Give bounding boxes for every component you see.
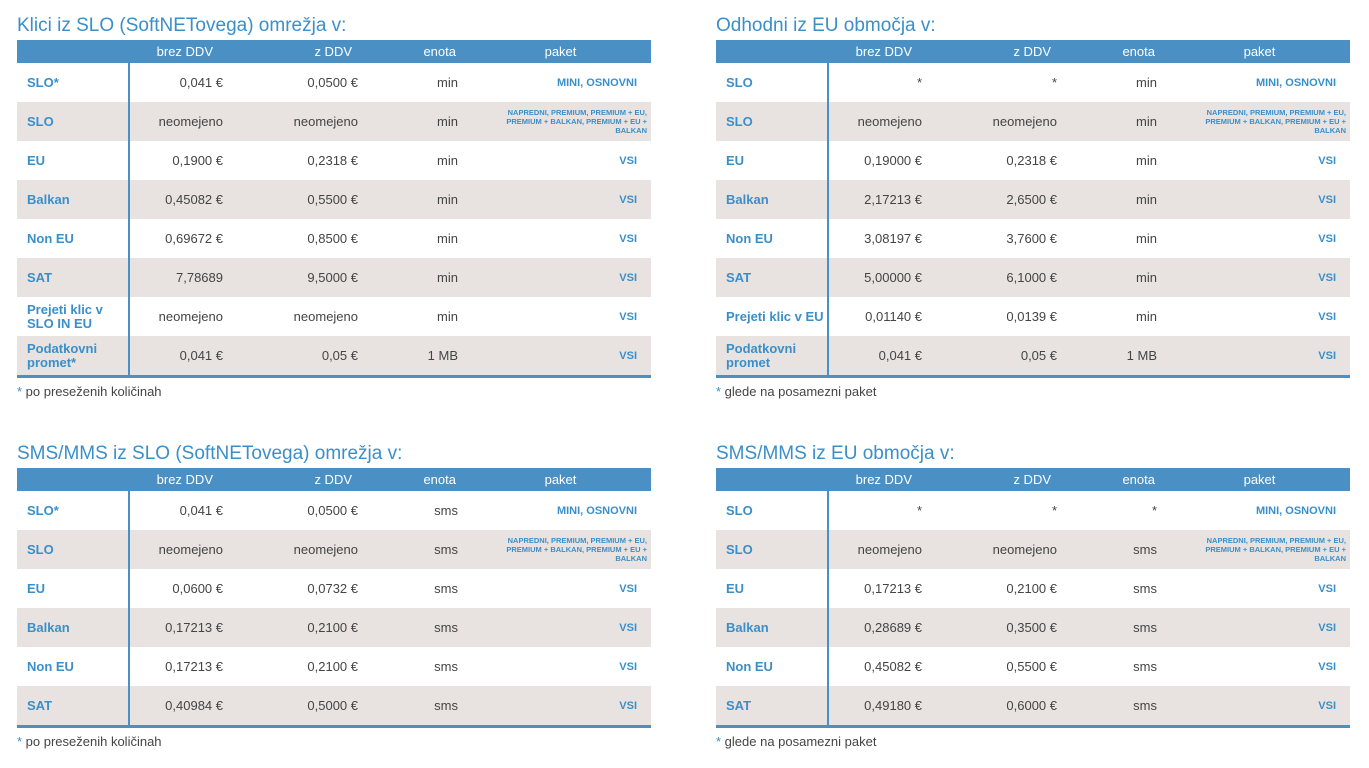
row-label: SAT <box>716 686 828 725</box>
price-brez-ddv: * <box>916 75 922 90</box>
header-label <box>17 40 129 63</box>
price-z-ddv: 0,5500 € <box>1006 659 1057 674</box>
row-label: EU <box>17 569 129 608</box>
price-brez-ddv: neomejeno <box>129 530 227 569</box>
footnote <box>17 384 651 399</box>
price-z-ddv: neomejeno <box>926 102 1065 141</box>
row-label: Balkan <box>17 180 129 219</box>
table-row <box>17 180 651 219</box>
price-brez-ddv: 0,041 € <box>179 503 223 518</box>
table-row <box>716 102 1350 141</box>
package: VSI <box>470 608 651 647</box>
unit: * <box>1151 503 1157 518</box>
table-header-row <box>716 40 1350 63</box>
panel-sms-from-eu <box>716 440 1350 749</box>
table-row <box>716 647 1350 686</box>
price-z-ddv: * <box>1051 503 1057 518</box>
price-brez-ddv: 0,49180 € <box>828 686 926 725</box>
price-z-ddv: 0,3500 € <box>926 608 1065 647</box>
table-row <box>716 180 1350 219</box>
header-z-ddv: z DDV <box>926 40 1065 63</box>
price-brez-ddv: 0,1900 € <box>172 153 223 168</box>
price-brez-ddv: 0,0600 € <box>172 581 223 596</box>
price-brez-ddv: 0,19000 € <box>864 153 922 168</box>
header-paket: paket <box>470 40 651 63</box>
package: VSI <box>470 258 651 297</box>
unit: min <box>1136 231 1157 246</box>
package: VSI <box>1318 154 1336 167</box>
table-row <box>17 530 651 569</box>
table-row <box>17 141 651 180</box>
row-label: Balkan <box>716 608 828 647</box>
price-brez-ddv: neomejeno <box>129 102 227 141</box>
table-bottom-rule <box>716 375 1350 378</box>
panel-sms-from-slo <box>17 440 651 749</box>
price-z-ddv: 0,0732 € <box>307 581 358 596</box>
footnote <box>716 734 1350 749</box>
price-z-ddv: 0,6000 € <box>926 686 1065 725</box>
unit: min <box>437 75 458 90</box>
header-enota: enota <box>1065 468 1169 491</box>
package: VSI <box>470 180 651 219</box>
unit: min <box>1136 75 1157 90</box>
price-z-ddv: neomejeno <box>926 530 1065 569</box>
row-label: SLO* <box>17 63 129 102</box>
row-label: Podatkovni promet <box>716 336 828 375</box>
footnote-text: po preseženih količinah <box>22 384 162 399</box>
footnote-text: po preseženih količinah <box>22 734 162 749</box>
row-label: SAT <box>716 258 828 297</box>
header-enota: enota <box>366 468 470 491</box>
price-z-ddv: 3,7600 € <box>1006 231 1057 246</box>
unit: min <box>1065 180 1169 219</box>
package: MINI, OSNOVNI <box>1255 504 1336 517</box>
row-label: Non EU <box>716 647 828 686</box>
package: VSI <box>1169 336 1350 375</box>
unit: 1 MB <box>1065 336 1169 375</box>
price-z-ddv: 0,0500 € <box>307 75 358 90</box>
table-bottom-rule <box>17 725 651 728</box>
table-row <box>17 336 651 375</box>
price-z-ddv: 0,2100 € <box>227 608 366 647</box>
footnote-star: * <box>17 384 23 399</box>
header-enota: enota <box>1065 40 1169 63</box>
table-row <box>17 608 651 647</box>
table-row <box>716 63 1350 102</box>
header-z-ddv: z DDV <box>227 40 366 63</box>
panel-title: SMS/MMS iz SLO (SoftNETovega) omrežja v: <box>17 443 403 464</box>
row-label: SLO <box>716 63 828 102</box>
price-brez-ddv: 0,041 € <box>828 336 926 375</box>
table-row <box>17 63 651 102</box>
price-z-ddv: neomejeno <box>293 309 358 324</box>
unit: min <box>366 258 470 297</box>
table-row <box>716 530 1350 569</box>
package: MINI, OSNOVNI <box>556 76 637 89</box>
row-label: SLO <box>716 530 828 569</box>
unit: sms <box>434 659 458 674</box>
panel-title: Klici iz SLO (SoftNETovega) omrežja v: <box>17 15 347 36</box>
unit: sms <box>1065 686 1169 725</box>
price-brez-ddv: 7,78689 <box>129 258 227 297</box>
row-label: Non EU <box>17 219 129 258</box>
table-row <box>716 608 1350 647</box>
unit: min <box>437 153 458 168</box>
price-brez-ddv: 0,40984 € <box>129 686 227 725</box>
price-z-ddv: neomejeno <box>227 530 366 569</box>
package: VSI <box>619 232 637 245</box>
row-label: Non EU <box>17 647 129 686</box>
table-header-row <box>17 468 651 491</box>
price-z-ddv: 0,2318 € <box>307 153 358 168</box>
package: VSI <box>470 336 651 375</box>
price-z-ddv: * <box>1051 75 1057 90</box>
package: VSI <box>1169 686 1350 725</box>
price-brez-ddv: neomejeno <box>828 102 926 141</box>
row-label: SLO <box>17 530 129 569</box>
package: MINI, OSNOVNI <box>1255 76 1336 89</box>
row-label: SLO* <box>17 491 129 530</box>
header-label <box>716 40 828 63</box>
package: VSI <box>619 582 637 595</box>
price-z-ddv: 6,1000 € <box>926 258 1065 297</box>
unit: sms <box>434 503 458 518</box>
unit: sms <box>1065 608 1169 647</box>
table-body <box>17 63 651 375</box>
footnote-text: glede na posamezni paket <box>721 734 877 749</box>
panel-calls-from-slo <box>17 12 651 399</box>
price-z-ddv: 0,0500 € <box>307 503 358 518</box>
package: NAPREDNI, PREMIUM, PREMIUM + EU, PREMIUM + BALKAN, PREMIUM + EU + BALKAN <box>470 530 651 569</box>
price-z-ddv: 0,5000 € <box>227 686 366 725</box>
table-row <box>17 647 651 686</box>
unit: 1 MB <box>366 336 470 375</box>
price-brez-ddv: 0,45082 € <box>864 659 922 674</box>
row-label: SAT <box>17 258 129 297</box>
price-z-ddv: 0,2100 € <box>307 659 358 674</box>
table-row <box>716 569 1350 608</box>
price-brez-ddv: 0,45082 € <box>129 180 227 219</box>
price-table <box>716 468 1351 725</box>
table-bottom-rule <box>716 725 1350 728</box>
package: NAPREDNI, PREMIUM, PREMIUM + EU, PREMIUM + BALKAN, PREMIUM + EU + BALKAN <box>470 102 651 141</box>
footnote-star: * <box>716 384 722 399</box>
package: VSI <box>470 686 651 725</box>
header-paket: paket <box>470 468 651 491</box>
header-z-ddv: z DDV <box>227 468 366 491</box>
package: NAPREDNI, PREMIUM, PREMIUM + EU, PREMIUM + BALKAN, PREMIUM + EU + BALKAN <box>1169 102 1350 141</box>
header-brez-ddv: brez DDV <box>828 40 926 63</box>
table-row <box>716 141 1350 180</box>
panel-outgoing-from-eu <box>716 12 1350 399</box>
row-label: SLO <box>17 102 129 141</box>
package: NAPREDNI, PREMIUM, PREMIUM + EU, PREMIUM + BALKAN, PREMIUM + EU + BALKAN <box>1169 530 1350 569</box>
price-z-ddv: 0,2100 € <box>1006 581 1057 596</box>
table-row <box>17 297 651 336</box>
package: MINI, OSNOVNI <box>556 504 637 517</box>
table-header-row <box>17 40 651 63</box>
price-z-ddv: 2,6500 € <box>926 180 1065 219</box>
row-label: Balkan <box>17 608 129 647</box>
row-label: SAT <box>17 686 129 725</box>
package: VSI <box>1318 232 1336 245</box>
price-brez-ddv: neomejeno <box>158 309 223 324</box>
price-z-ddv: 0,05 € <box>227 336 366 375</box>
footnote-star: * <box>716 734 722 749</box>
table-body <box>716 63 1350 375</box>
row-label: EU <box>716 141 828 180</box>
row-label: EU <box>17 141 129 180</box>
table-header-row <box>716 468 1350 491</box>
unit: sms <box>1133 659 1157 674</box>
price-brez-ddv: 0,17213 € <box>129 608 227 647</box>
unit: sms <box>434 581 458 596</box>
price-table <box>17 468 652 725</box>
table-bottom-rule <box>17 375 651 378</box>
price-z-ddv: 0,2318 € <box>1006 153 1057 168</box>
header-brez-ddv: brez DDV <box>129 40 227 63</box>
table-row <box>17 258 651 297</box>
price-z-ddv: 9,5000 € <box>227 258 366 297</box>
header-paket: paket <box>1169 40 1350 63</box>
package: VSI <box>619 310 637 323</box>
header-enota: enota <box>366 40 470 63</box>
row-label: EU <box>716 569 828 608</box>
price-brez-ddv: 0,041 € <box>129 336 227 375</box>
row-label: SLO <box>716 102 828 141</box>
package: VSI <box>1318 310 1336 323</box>
row-label: Balkan <box>716 180 828 219</box>
price-brez-ddv: 5,00000 € <box>828 258 926 297</box>
unit: min <box>437 309 458 324</box>
table-body <box>716 491 1350 725</box>
price-brez-ddv: 2,17213 € <box>828 180 926 219</box>
unit: sms <box>1065 530 1169 569</box>
table-row <box>716 491 1350 530</box>
unit: sms <box>1133 581 1157 596</box>
table-row <box>716 297 1350 336</box>
table-row <box>17 491 651 530</box>
price-brez-ddv: 0,17213 € <box>165 659 223 674</box>
price-brez-ddv: neomejeno <box>828 530 926 569</box>
table-row <box>17 686 651 725</box>
row-label: Prejeti klic v EU <box>716 297 828 336</box>
price-brez-ddv: * <box>916 503 922 518</box>
package: VSI <box>619 660 637 673</box>
price-brez-ddv: 0,041 € <box>179 75 223 90</box>
unit: min <box>1065 258 1169 297</box>
unit: min <box>1065 102 1169 141</box>
footnote-text: glede na posamezni paket <box>721 384 877 399</box>
table-row <box>716 258 1350 297</box>
price-brez-ddv: 0,17213 € <box>864 581 922 596</box>
package: VSI <box>1169 180 1350 219</box>
price-z-ddv: 0,8500 € <box>307 231 358 246</box>
table-row <box>716 219 1350 258</box>
unit: min <box>366 102 470 141</box>
header-label <box>716 468 828 491</box>
header-paket: paket <box>1169 468 1350 491</box>
price-z-ddv: neomejeno <box>227 102 366 141</box>
unit: min <box>366 180 470 219</box>
package: VSI <box>1169 608 1350 647</box>
header-brez-ddv: brez DDV <box>129 468 227 491</box>
panel-title: Odhodni iz EU območja v: <box>716 15 936 36</box>
row-label: Podatkovni promet* <box>17 336 129 375</box>
unit: sms <box>366 686 470 725</box>
price-brez-ddv: 3,08197 € <box>864 231 922 246</box>
unit: min <box>1136 309 1157 324</box>
panel-title: SMS/MMS iz EU območja v: <box>716 443 955 464</box>
price-brez-ddv: 0,69672 € <box>165 231 223 246</box>
header-label <box>17 468 129 491</box>
price-table <box>17 40 652 375</box>
price-table <box>716 40 1351 375</box>
table-row <box>17 102 651 141</box>
footnote-star: * <box>17 734 23 749</box>
price-z-ddv: 0,0139 € <box>1006 309 1057 324</box>
table-row <box>716 686 1350 725</box>
footnote <box>716 384 1350 399</box>
price-brez-ddv: 0,01140 € <box>865 309 922 324</box>
row-label: SLO <box>716 491 828 530</box>
header-z-ddv: z DDV <box>926 468 1065 491</box>
package: VSI <box>1169 258 1350 297</box>
table-row <box>716 336 1350 375</box>
price-brez-ddv: 0,28689 € <box>828 608 926 647</box>
unit: min <box>437 231 458 246</box>
footnote <box>17 734 651 749</box>
row-label: Prejeti klic v SLO IN EU <box>17 297 129 336</box>
table-row <box>17 569 651 608</box>
price-z-ddv: 0,05 € <box>926 336 1065 375</box>
table-body <box>17 491 651 725</box>
package: VSI <box>619 154 637 167</box>
unit: sms <box>366 530 470 569</box>
unit: min <box>1136 153 1157 168</box>
package: VSI <box>1318 582 1336 595</box>
table-row <box>17 219 651 258</box>
row-label: Non EU <box>716 219 828 258</box>
unit: sms <box>366 608 470 647</box>
package: VSI <box>1318 660 1336 673</box>
header-brez-ddv: brez DDV <box>828 468 926 491</box>
price-z-ddv: 0,5500 € <box>227 180 366 219</box>
